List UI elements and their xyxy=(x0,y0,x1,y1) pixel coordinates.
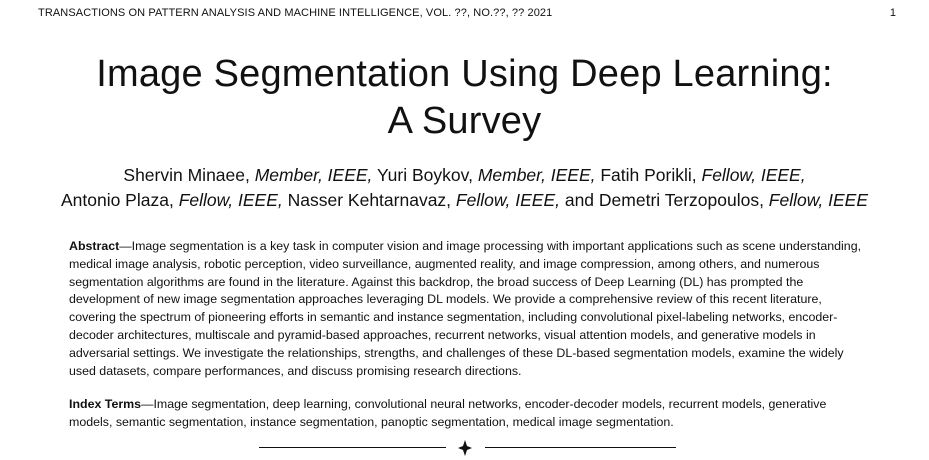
index-terms xyxy=(69,396,864,432)
page-number: 1 xyxy=(889,7,896,19)
author-name: and Demetri Terzopoulos, xyxy=(559,190,769,210)
running-head: TRANSACTIONS ON PATTERN ANALYSIS AND MACHINE INTELLIGENCE, VOL. ??, NO.??, ?? 2021 xyxy=(38,7,553,19)
abstract xyxy=(69,238,864,380)
author-name: Yuri Boykov, xyxy=(372,165,478,185)
author-name: Nasser Kehtarnavaz, xyxy=(282,190,456,210)
divider-rule-left xyxy=(259,447,446,448)
author-affiliation: Member, IEEE, xyxy=(477,165,596,185)
author-name: Fatih Porikli, xyxy=(595,165,702,185)
author-line-1 xyxy=(0,163,929,188)
paper-title xyxy=(0,51,929,145)
abstract-label: Abstract xyxy=(69,239,120,253)
author-affiliation: Fellow, IEEE, xyxy=(455,190,560,210)
four-point-star-icon xyxy=(457,439,473,457)
abstract-text: —Image segmentation is a key task in computer vision and image processing with important applications such as scene understanding, medical image analysis, robotic perception, video surveillance, augmented reality, and image compression, among others, and numerous segmentation algorithms are found in the literature. Against this backdrop, the broad success of Deep Learning (DL) has prompted the development of new image segmentation approaches leveraging DL models. We provide a comprehensive review of this recent literature, covering the spectrum of pioneering efforts in semantic and instance segmentation, including convolutional pixel-labeling networks, encoder-decoder architectures, multiscale and pyramid-based approaches, recurrent networks, visual attention models, and generative models in adversarial settings. We investigate the relationships, strengths, and challenges of these DL-based segmentation models, examine the widely used datasets, compare performances, and discuss promising research directions. xyxy=(69,239,862,378)
paper-title-line-1: Image Segmentation Using Deep Learning: xyxy=(96,53,833,95)
paper-title-line-2: A Survey xyxy=(387,100,542,142)
author-name: Shervin Minaee, xyxy=(123,165,255,185)
author-affiliation: Fellow, IEEE xyxy=(768,190,869,210)
section-divider xyxy=(0,439,929,457)
author-line-2 xyxy=(0,188,929,213)
author-affiliation: Member, IEEE, xyxy=(254,165,373,185)
index-terms-label: Index Terms xyxy=(69,397,142,411)
author-affiliation: Fellow, IEEE, xyxy=(701,165,806,185)
author-affiliation: Fellow, IEEE, xyxy=(178,190,283,210)
author-list xyxy=(0,163,929,213)
divider-rule-right xyxy=(485,447,676,448)
index-terms-text: —Image segmentation, deep learning, convolutional neural networks, encoder-decoder models, recurrent models, generative models, semantic segmentation, instance segmentation, panoptic segmentation, medical image segmentation. xyxy=(69,397,827,429)
author-name: Antonio Plaza, xyxy=(60,190,179,210)
